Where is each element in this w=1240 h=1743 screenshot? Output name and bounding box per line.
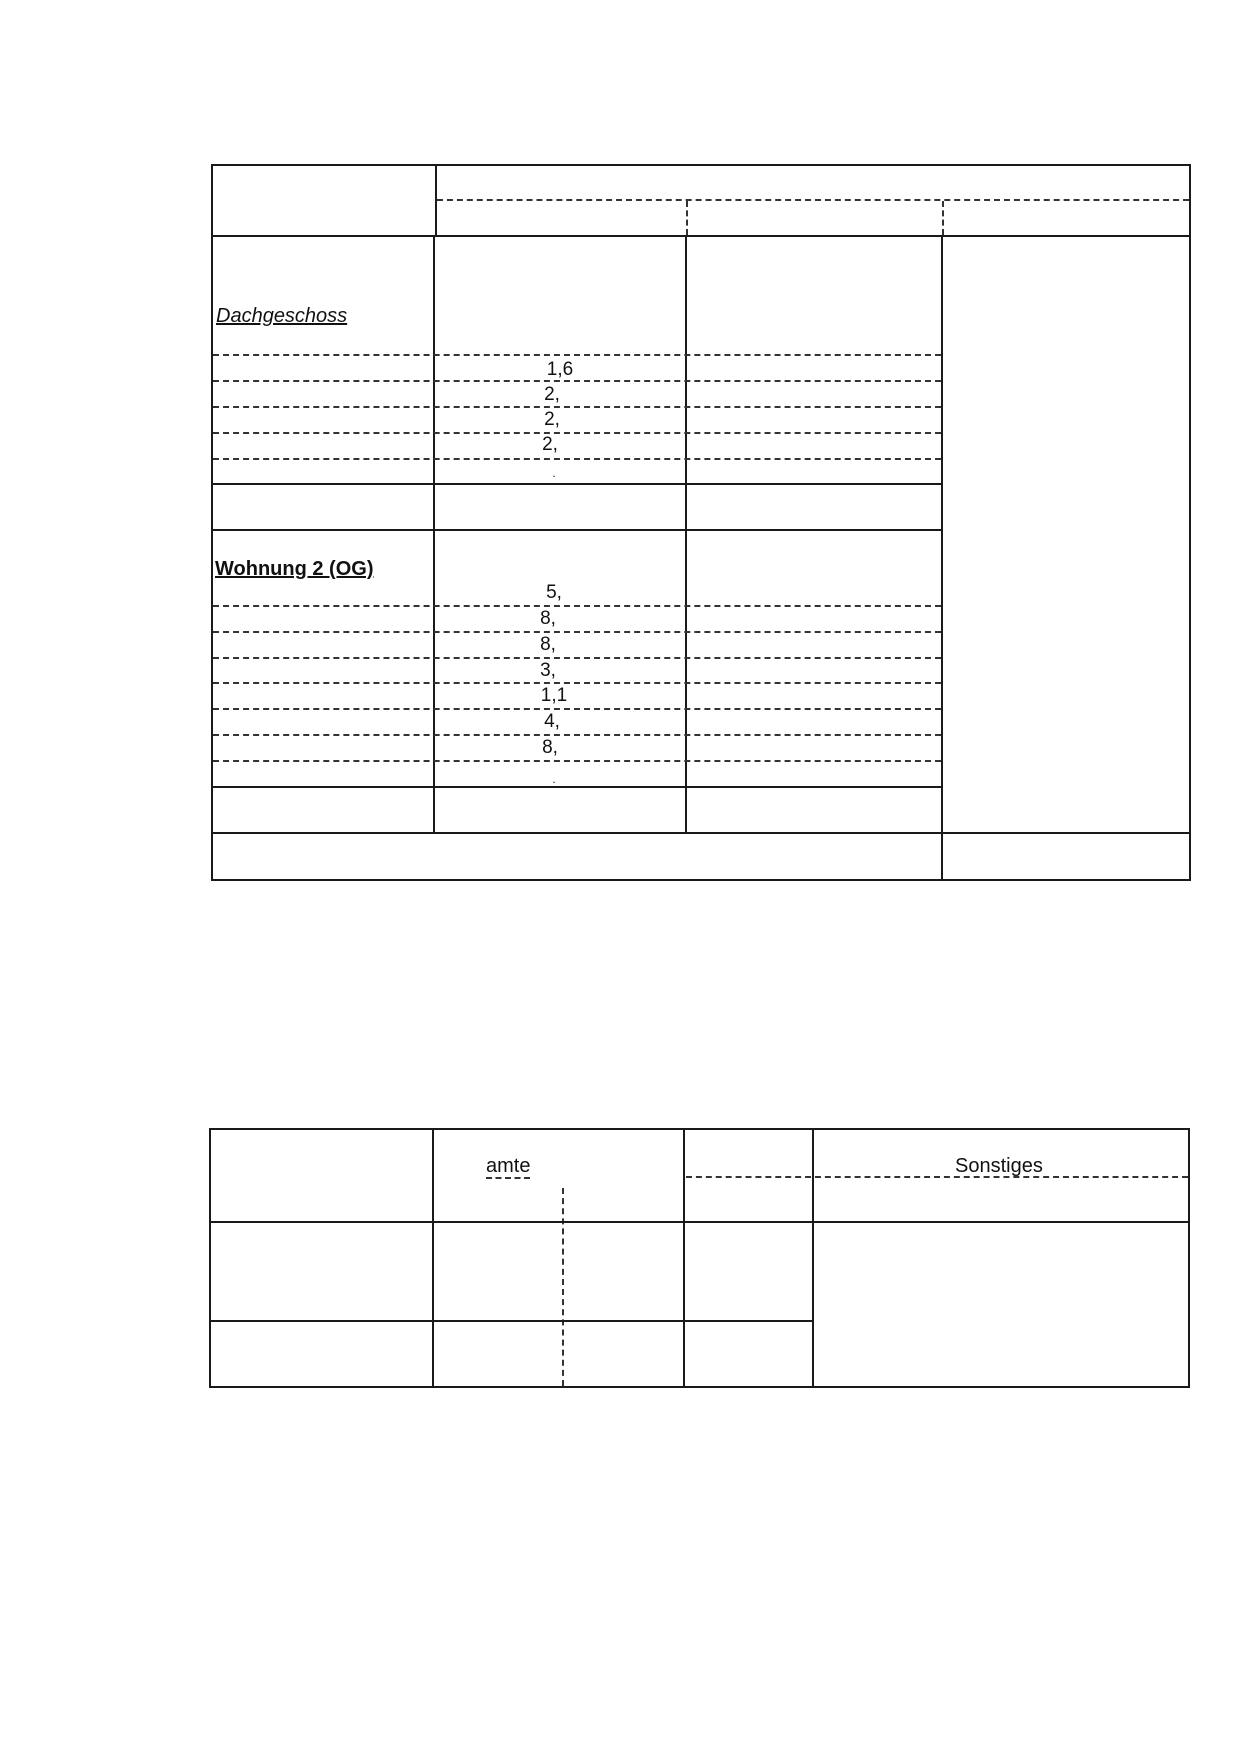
og-value: 8, (540, 608, 556, 629)
table1-border-bottom (211, 879, 1191, 881)
table2-border-bottom (209, 1386, 1190, 1388)
og-row-line (213, 657, 941, 659)
dg-value: 2, (542, 434, 558, 455)
og-row-line (213, 708, 941, 710)
table1-border-top (211, 164, 1191, 166)
table1-border-left (211, 164, 213, 881)
og-value: . (552, 772, 556, 786)
og-value: 8, (540, 634, 556, 655)
table2-header-sonstiges: Sonstiges (955, 1155, 1043, 1177)
dg-row-line (213, 432, 941, 434)
section-title-wohnung-2: Wohnung 2 (OG) (215, 558, 374, 580)
table1-col-line-1 (433, 235, 435, 833)
dg-row-line (213, 380, 941, 382)
og-row-line (213, 682, 941, 684)
table1-header-dashed-v2 (942, 201, 944, 235)
og-subtotal-bottom (211, 832, 1191, 834)
og-value: 8, (542, 737, 558, 758)
dg-row-line (213, 354, 941, 356)
dg-value: 1,6 (546, 359, 574, 380)
table2-col-line-1 (432, 1128, 434, 1388)
section-title-dachgeschoss: Dachgeschoss (216, 305, 348, 327)
table2-amte-dashed-v (562, 1188, 564, 1386)
table1-col-line-2 (685, 235, 687, 833)
dg-value: 2, (544, 409, 560, 430)
dg-subtotal-bottom (211, 529, 943, 531)
og-value: 5, (546, 582, 562, 603)
dg-subtotal-top (211, 483, 943, 485)
og-row-line (213, 605, 941, 607)
og-value: 4, (544, 711, 560, 732)
og-row-line (213, 631, 941, 633)
table2-header-amte-text: amte (486, 1155, 531, 1177)
og-row-line (213, 734, 941, 736)
table2-header-bottom (209, 1221, 1190, 1223)
table2-col-line-2 (683, 1128, 685, 1388)
table1-header-dashed-v1 (686, 201, 688, 235)
table2-row-line (209, 1320, 814, 1322)
table2-header-amte (486, 1156, 530, 1176)
table1-col-line-3 (941, 235, 943, 881)
og-subtotal-top (211, 786, 943, 788)
dg-row-line (213, 406, 941, 408)
dg-row-line (213, 458, 941, 460)
og-row-line (213, 760, 941, 762)
table2-header-dashed (686, 1176, 1188, 1178)
table1-header-dashed (437, 199, 1189, 201)
table2-border-right (1188, 1128, 1190, 1388)
table1-border-right (1189, 164, 1191, 881)
table2-col-line-3 (812, 1128, 814, 1388)
table2-border-left (209, 1128, 211, 1388)
og-value: 1,1 (540, 685, 568, 706)
table1-header-bottom (211, 235, 1191, 237)
og-value: 3, (540, 660, 556, 681)
dg-value: 2, (544, 384, 560, 405)
table2-border-top (209, 1128, 1190, 1130)
dg-value: . (552, 466, 556, 480)
